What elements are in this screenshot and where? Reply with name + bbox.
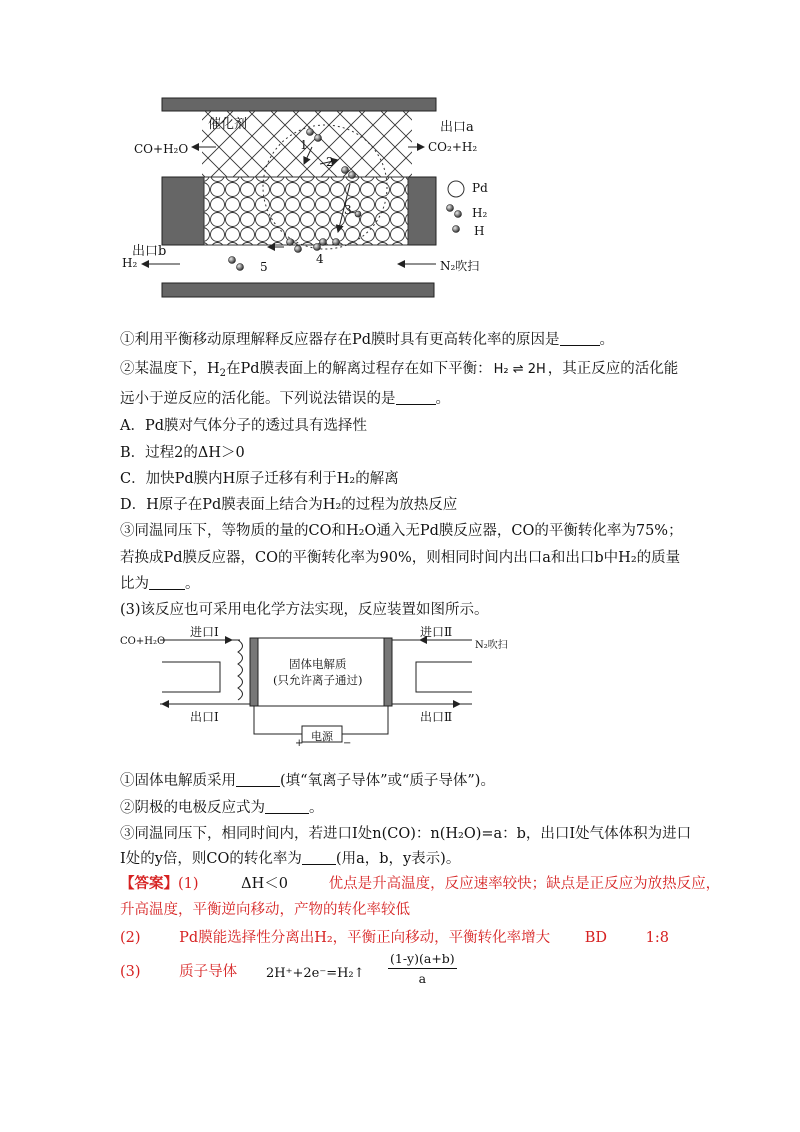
electrolyte-label-2: (只允许离子通过): [273, 673, 363, 687]
answer-line-3: (2) Pd膜能选择性分离出H₂，平衡正向移动，平衡转化率增大 BD 1:8: [120, 930, 669, 946]
left-electrode-coil: [238, 640, 243, 700]
part3-intro: (3)该反应也可采用电化学方法实现，反应装置如图所示。: [120, 602, 489, 618]
step-5: 5: [260, 260, 268, 274]
inlet-1-label: 进口Ⅰ: [190, 625, 219, 639]
top-wall: [162, 98, 436, 111]
legend-h-label: H: [474, 224, 485, 238]
legend-pd-icon: [448, 181, 464, 197]
question-q3-line1: ③同温同压下，等物质的量的CO和H₂O通入无Pd膜反应器，CO的平衡转化率为75%；: [120, 523, 683, 539]
outlet-b-label: 出口b: [132, 244, 167, 259]
feed-left-label: CO+H₂O: [120, 636, 166, 647]
question-e1: ①固体电解质采用 (填“氧离子导体”或“质子导体”)。: [120, 773, 495, 789]
catalyst-label: 催化剂: [208, 117, 248, 132]
question-q3-line2: 若换成Pd膜反应器，CO的平衡转化率为90%，则相同时间内出口a和出口b中H₂的质量: [120, 550, 681, 566]
option-c: C．加快Pd膜内H原子迁移有利于H₂的解离: [120, 471, 399, 487]
inlet-left-label: CO+H₂O: [134, 142, 189, 156]
outlet-2-label: 出口Ⅱ: [420, 710, 453, 724]
left-block: [162, 177, 204, 245]
outlet-right-label: CO₂+H₂: [428, 140, 478, 154]
right-block: [408, 177, 436, 245]
answer-line-1: 【答案】(1) ΔH＜0 优点是升高温度，反应速率较快；缺点是正反应为放热反应，: [120, 875, 721, 892]
legend-pd-label: Pd: [472, 181, 488, 195]
h2-outlet-label: H₂: [122, 256, 138, 270]
cathode-equation: 2H⁺+2e⁻=H₂↑: [266, 966, 365, 981]
option-b: B．过程2的ΔH＞0: [120, 445, 245, 461]
question-e3-line1: ③同温同压下，相同时间内，若进口Ⅰ处n(CO)：n(H₂O)=a：b，出口Ⅰ处气体体积为进口: [120, 826, 692, 842]
conversion-fraction: $\frac{(1-y)(a+b)}{a}$: [390, 951, 455, 986]
option-a: A．Pd膜对气体分子的透过具有选择性: [120, 418, 368, 434]
question-q1: ①利用平衡移动原理解释反应器存在Pd膜时具有更高转化率的原因是 。: [120, 332, 615, 348]
legend-h2-label: H₂: [472, 206, 488, 220]
n2-sweep-label: N₂吹扫: [440, 259, 480, 273]
option-d: D．H原子在Pd膜表面上结合为H₂的过程为放热反应: [120, 497, 458, 513]
inlet-2-label: 进口Ⅱ: [420, 625, 453, 639]
answer-line-4: (3) 质子导体: [120, 964, 238, 980]
answer-line-2: 升高温度，平衡逆向移动，产物的转化率较低: [120, 902, 410, 918]
anode-plate: [250, 638, 258, 706]
question-q2-line1: ②某温度下，$H_2$在Pd膜表面上的解离过程存在如下平衡： H₂ ⇌ 2H ，其正反应的活化能: [120, 361, 679, 379]
outlet-1-label: 出口Ⅰ: [190, 710, 219, 724]
plus-sign: +: [295, 738, 304, 749]
step-3: 3: [344, 203, 352, 217]
question-e2: ②阴极的电极反应式为 。: [120, 800, 324, 816]
question-e3-line2: Ⅰ处的y倍，则CO的转化率为 (用a，b，y表示)。: [120, 851, 461, 867]
electrolyte-label-1: 固体电解质: [289, 657, 347, 671]
step-4: 4: [316, 252, 324, 266]
power-label: 电源: [311, 730, 333, 743]
step-2: 2: [326, 155, 334, 169]
minus-sign: −: [343, 738, 352, 749]
cathode-plate: [384, 638, 392, 706]
question-q2-line2: 远小于逆反应的活化能。下列说法错误的是 。: [120, 391, 450, 407]
question-q3-line3: 比为 。: [120, 576, 200, 592]
pd-membrane: [204, 177, 408, 245]
outlet-a-label: 出口a: [440, 120, 474, 135]
bottom-wall: [162, 283, 434, 297]
feed-right-label: N₂吹扫: [475, 640, 508, 651]
step-1: 1: [300, 138, 308, 152]
